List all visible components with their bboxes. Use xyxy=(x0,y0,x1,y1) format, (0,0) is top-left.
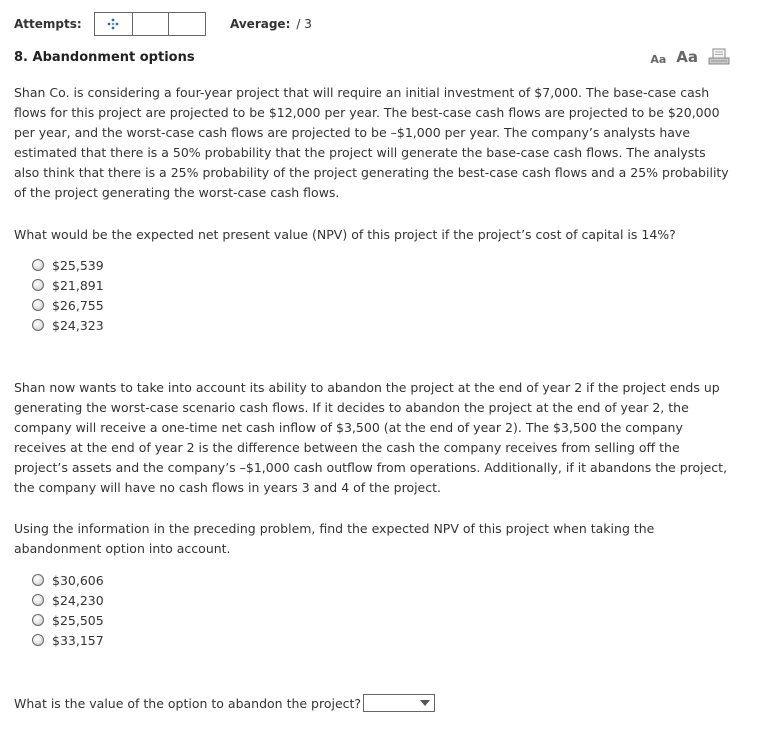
attempt-box-1 xyxy=(95,13,133,35)
npv-option-1[interactable] xyxy=(32,255,104,275)
npv-option-2[interactable] xyxy=(32,275,104,295)
option-value-row xyxy=(14,694,435,712)
option-label: $25,505 xyxy=(52,612,104,628)
radio-button[interactable] xyxy=(32,614,44,626)
radio-button[interactable] xyxy=(32,319,44,331)
option-label: $24,230 xyxy=(52,592,104,608)
average-value: / 3 xyxy=(296,17,312,31)
abandon-npv-options xyxy=(32,570,104,650)
question-abandon-npv: Using the information in the preceding problem, find the expected NPV of this project when taking the abandonment option into account. xyxy=(14,521,655,556)
attempts-bar xyxy=(14,10,206,38)
option-label: $30,606 xyxy=(52,572,104,588)
intro-paragraph: Shan Co. is considering a four-year project that will require an initial investment of $7,000. The base-case cash flows for this project are projected to be $12,000 per year. The best-case cash flows are projected to be $20,000 per year, and the worst-case cash flows are projected to be –$1,000 per year. The company’s analysts have estimated that there is a 50% probability that the project will generate the base-case cash flows. The analysts also think that there is a 25% probability of the project generating the best-case cash flows and a 25% probability of the project generating the worst-case cash flows. xyxy=(14,85,729,200)
option-label: $25,539 xyxy=(52,257,104,273)
radio-button[interactable] xyxy=(32,299,44,311)
average-score xyxy=(230,17,312,31)
radio-button[interactable] xyxy=(32,634,44,646)
abandon-paragraph: Shan now wants to take into account its ability to abandon the project at the end of year 2 if the project ends up generating the worst-case scenario cash flows. If it decides to abandon the project at the end of year 2, the company will receive a one-time net cash inflow of $3,500 (at the end of year 2). The $3,500 the company receives at the end of year 2 is the difference between the cash the company receives from selling off the project’s assets and the company’s –$1,000 cash outflow from operations. Additionally, if it abandons the project, the company will have no cash flows in years 3 and 4 of the project. xyxy=(14,380,728,495)
abandon-option-1[interactable] xyxy=(32,570,104,590)
npv-option-3[interactable] xyxy=(32,295,104,315)
attempt-box-2 xyxy=(133,13,169,35)
npv-option-4[interactable] xyxy=(32,315,104,335)
npv-options xyxy=(32,255,104,335)
increase-text-size-button[interactable]: Aa xyxy=(676,48,698,66)
option-label: $33,157 xyxy=(52,632,104,648)
option-label: $21,891 xyxy=(52,277,104,293)
abandon-option-4[interactable] xyxy=(32,630,104,650)
question-npv: What would be the expected net present value (NPV) of this project if the project’s cost of capital is 14%? xyxy=(14,227,676,242)
average-label: Average: xyxy=(230,17,291,31)
option-label: $24,323 xyxy=(52,317,104,333)
radio-button[interactable] xyxy=(32,574,44,586)
chevron-down-icon xyxy=(420,700,430,706)
attempts-label: Attempts: xyxy=(14,17,82,31)
option-value-dropdown[interactable] xyxy=(363,694,435,712)
question-option-value: What is the value of the option to abandon the project? xyxy=(14,695,362,711)
radio-button[interactable] xyxy=(32,259,44,271)
radio-button[interactable] xyxy=(32,594,44,606)
decrease-text-size-button[interactable]: Aa xyxy=(650,53,667,66)
question-title: 8. Abandonment options xyxy=(14,50,195,65)
radio-button[interactable] xyxy=(32,279,44,291)
abandon-option-3[interactable] xyxy=(32,610,104,630)
sparkle-icon xyxy=(107,18,119,30)
text-tools xyxy=(650,48,730,66)
abandon-option-2[interactable] xyxy=(32,590,104,610)
attempt-indicators xyxy=(94,12,206,36)
option-label: $26,755 xyxy=(52,297,104,313)
attempt-box-3 xyxy=(169,13,205,35)
print-icon[interactable] xyxy=(708,48,730,66)
